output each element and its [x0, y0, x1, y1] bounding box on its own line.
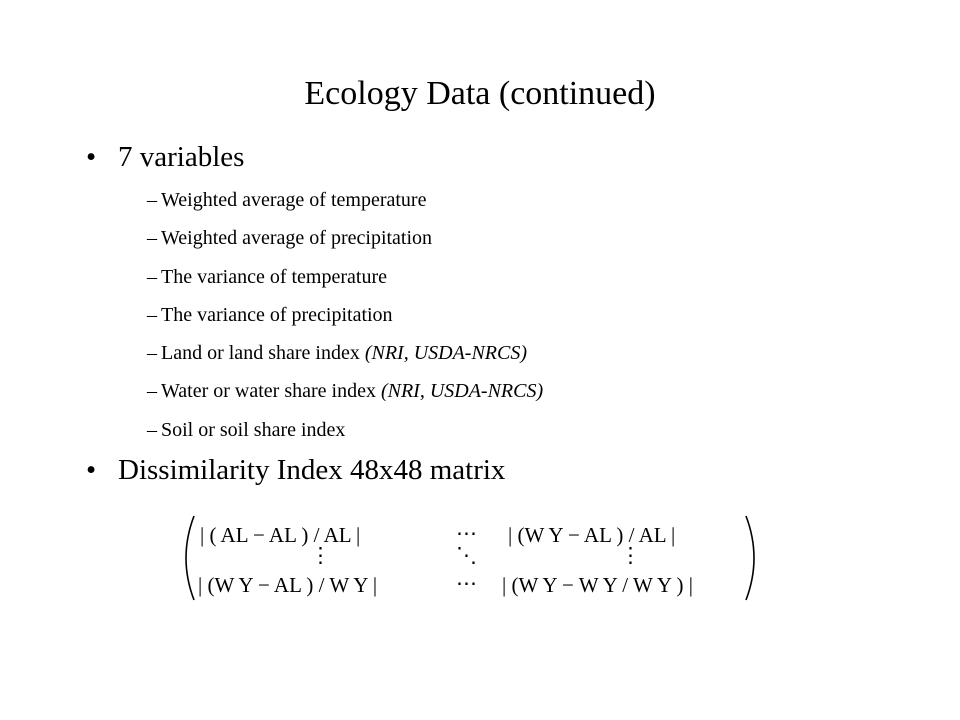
dash-marker: – — [147, 265, 157, 288]
list-item — [147, 373, 543, 411]
matrix-cell-bottom-left: | (W Y − AL ) / W Y | — [198, 573, 378, 597]
matrix-vdots-left: ⋮ — [310, 543, 331, 567]
list-item-text: The variance of precipitation — [161, 303, 393, 326]
list-item-text: Land or land share index — [161, 342, 365, 365]
bullet-text: Dissimilarity Index 48x48 matrix — [118, 454, 506, 486]
left-parenthesis — [186, 516, 194, 600]
bullet-text: 7 variables — [118, 141, 245, 173]
list-item-text: Soil or soil share index — [161, 418, 346, 441]
list-item — [147, 335, 543, 373]
dash-marker: – — [147, 189, 157, 211]
matrix-hdots-bottom: ⋯ — [456, 571, 477, 595]
source-citation: (NRI, USDA-NRCS) — [364, 342, 528, 365]
slide-title: Ecology Data (continued) — [304, 75, 656, 112]
bullet-variables — [86, 139, 244, 175]
list-item — [147, 259, 543, 297]
bullet-marker: • — [86, 454, 97, 486]
list-item-text: The variance of temperature — [161, 265, 387, 288]
dash-marker: – — [147, 342, 157, 365]
bullet-marker: • — [86, 141, 97, 173]
matrix-cell-bottom-right: | (W Y − W Y / W Y ) | — [502, 573, 693, 597]
right-parenthesis — [746, 516, 754, 600]
matrix-vdots-right: ⋮ — [620, 543, 641, 567]
list-item-text: Water or water share index — [161, 380, 381, 403]
matrix-cell-top-right: | (W Y − AL ) / AL | — [508, 523, 676, 547]
bullet-dissimilarity — [86, 452, 505, 488]
list-item — [147, 182, 543, 220]
list-item — [147, 297, 543, 335]
matrix-ddots: ⋱ — [456, 543, 477, 567]
dash-marker: – — [147, 418, 157, 441]
dash-marker: – — [147, 303, 157, 326]
matrix-cell-top-left: | ( AL − AL ) / AL | — [200, 523, 361, 547]
list-item — [147, 220, 543, 258]
dissimilarity-matrix — [180, 512, 760, 604]
source-citation: (NRI, USDA-NRCS) — [380, 380, 544, 403]
variables-list — [147, 182, 543, 450]
dash-marker: – — [147, 380, 157, 403]
dash-marker: – — [147, 227, 157, 250]
matrix-hdots-top: ⋯ — [456, 521, 477, 545]
list-item-text: Weighted average of temperature — [161, 189, 427, 211]
list-item-text: Weighted average of precipitation — [161, 227, 433, 250]
list-item — [147, 412, 543, 450]
